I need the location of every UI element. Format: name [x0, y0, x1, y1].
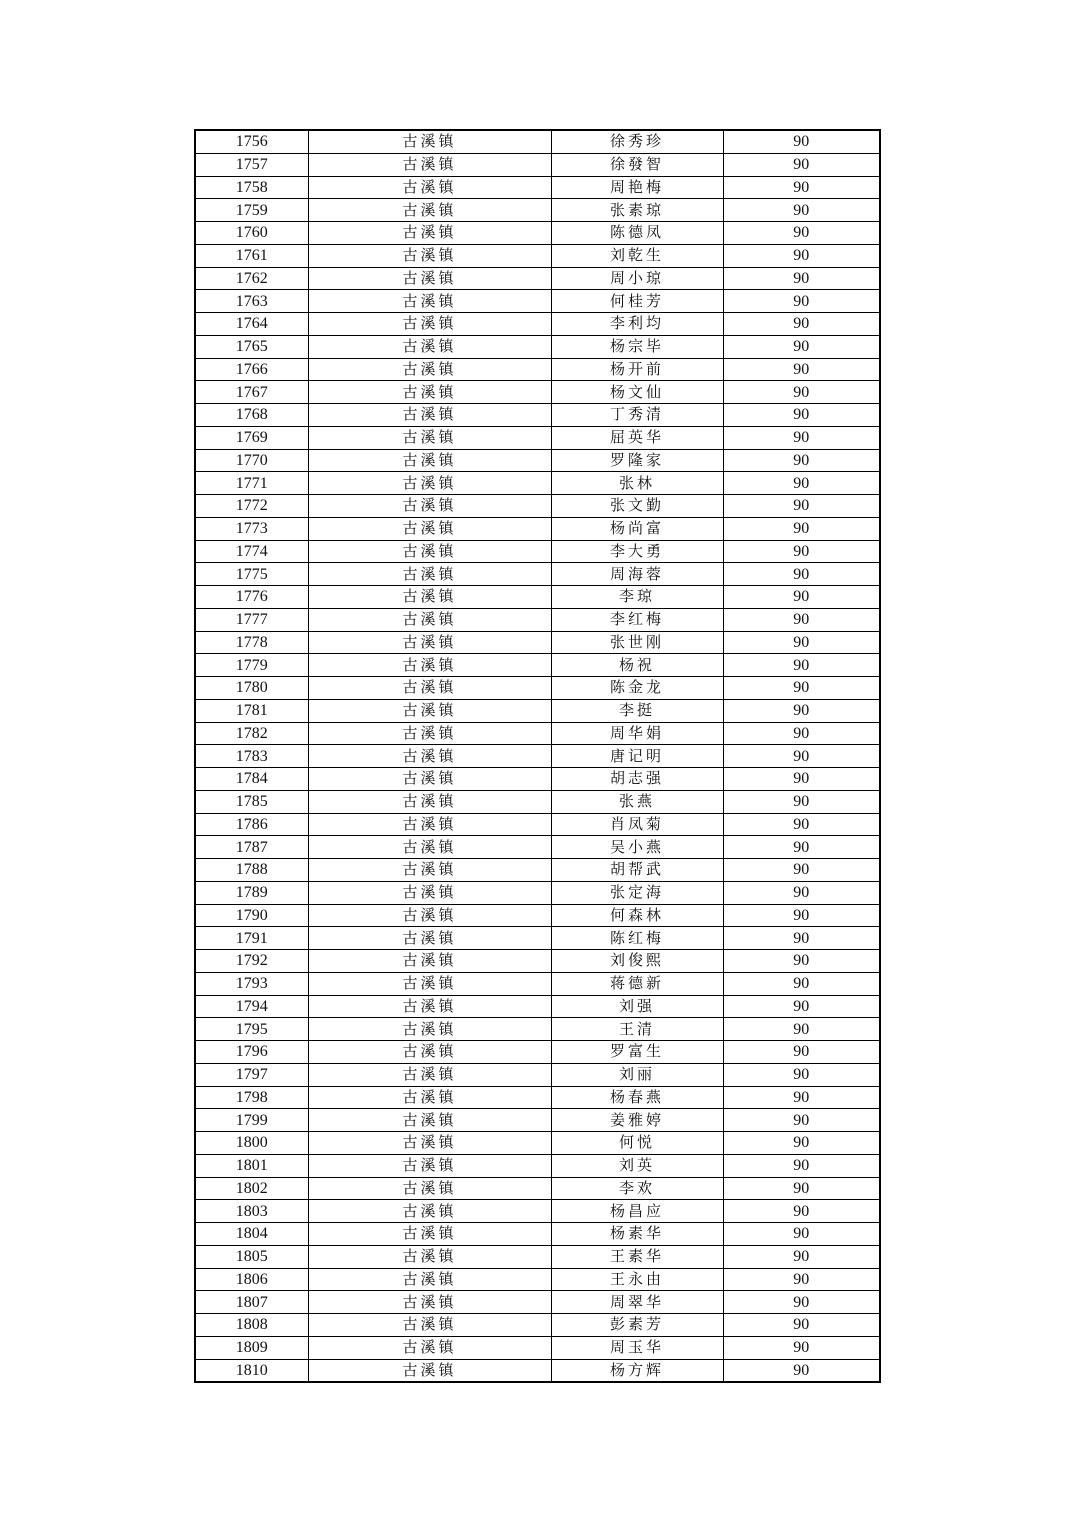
- table-row: [195, 199, 880, 222]
- row-number-cell: 1787: [195, 836, 308, 859]
- person-name-cell: 李利均: [551, 313, 723, 336]
- table-row: [195, 722, 880, 745]
- score-cell: 90: [723, 950, 880, 973]
- table-row: [195, 517, 880, 540]
- table-row: [195, 176, 880, 199]
- person-name-cell: 陈红梅: [551, 927, 723, 950]
- score-cell: 90: [723, 1041, 880, 1064]
- table-row: [195, 677, 880, 700]
- table-row: [195, 790, 880, 813]
- table-row: [195, 222, 880, 245]
- table-row: [195, 1063, 880, 1086]
- table-row: [195, 449, 880, 472]
- table-row: [195, 290, 880, 313]
- person-name-cell: 周海蓉: [551, 563, 723, 586]
- person-name-cell: 王素华: [551, 1245, 723, 1268]
- row-number-cell: 1791: [195, 927, 308, 950]
- table-row: [195, 1223, 880, 1246]
- row-number-cell: 1786: [195, 813, 308, 836]
- row-number-cell: 1781: [195, 699, 308, 722]
- person-name-cell: 李欢: [551, 1177, 723, 1200]
- person-name-cell: 李大勇: [551, 540, 723, 563]
- row-number-cell: 1770: [195, 449, 308, 472]
- score-cell: 90: [723, 1314, 880, 1337]
- person-name-cell: 何桂芳: [551, 290, 723, 313]
- table-row: [195, 813, 880, 836]
- person-name-cell: 李琼: [551, 586, 723, 609]
- table-row: [195, 745, 880, 768]
- score-cell: 90: [723, 381, 880, 404]
- table-row: [195, 404, 880, 427]
- person-name-cell: 丁秀清: [551, 404, 723, 427]
- score-cell: 90: [723, 517, 880, 540]
- town-cell: 古溪镇: [308, 768, 551, 791]
- score-cell: 90: [723, 1109, 880, 1132]
- row-number-cell: 1794: [195, 995, 308, 1018]
- table-row: [195, 358, 880, 381]
- row-number-cell: 1776: [195, 586, 308, 609]
- table-row: [195, 972, 880, 995]
- town-cell: 古溪镇: [308, 790, 551, 813]
- table-row: [195, 1314, 880, 1337]
- person-name-cell: 屈英华: [551, 426, 723, 449]
- score-cell: 90: [723, 881, 880, 904]
- row-number-cell: 1756: [195, 130, 308, 153]
- table-row: [195, 472, 880, 495]
- table-row: [195, 1291, 880, 1314]
- town-cell: 古溪镇: [308, 881, 551, 904]
- table-row: [195, 381, 880, 404]
- town-cell: 古溪镇: [308, 836, 551, 859]
- score-cell: 90: [723, 313, 880, 336]
- table-row: [195, 1154, 880, 1177]
- roster-table: [194, 129, 881, 1383]
- table-row: [195, 153, 880, 176]
- row-number-cell: 1795: [195, 1018, 308, 1041]
- person-name-cell: 肖凤菊: [551, 813, 723, 836]
- row-number-cell: 1780: [195, 677, 308, 700]
- person-name-cell: 吴小燕: [551, 836, 723, 859]
- town-cell: 古溪镇: [308, 1063, 551, 1086]
- score-cell: 90: [723, 267, 880, 290]
- town-cell: 古溪镇: [308, 290, 551, 313]
- town-cell: 古溪镇: [308, 199, 551, 222]
- person-name-cell: 杨昌应: [551, 1200, 723, 1223]
- table-row: [195, 335, 880, 358]
- table-row: [195, 313, 880, 336]
- row-number-cell: 1804: [195, 1223, 308, 1246]
- table-row: [195, 904, 880, 927]
- row-number-cell: 1761: [195, 244, 308, 267]
- row-number-cell: 1764: [195, 313, 308, 336]
- table-row: [195, 563, 880, 586]
- person-name-cell: 杨方辉: [551, 1359, 723, 1382]
- score-cell: 90: [723, 222, 880, 245]
- town-cell: 古溪镇: [308, 426, 551, 449]
- town-cell: 古溪镇: [308, 608, 551, 631]
- person-name-cell: 杨尚富: [551, 517, 723, 540]
- table-row: [195, 699, 880, 722]
- town-cell: 古溪镇: [308, 1223, 551, 1246]
- town-cell: 古溪镇: [308, 950, 551, 973]
- table-row: [195, 768, 880, 791]
- town-cell: 古溪镇: [308, 222, 551, 245]
- row-number-cell: 1806: [195, 1268, 308, 1291]
- person-name-cell: 陈德凤: [551, 222, 723, 245]
- score-cell: 90: [723, 335, 880, 358]
- table-row: [195, 859, 880, 882]
- town-cell: 古溪镇: [308, 1154, 551, 1177]
- table-row: [195, 1086, 880, 1109]
- person-name-cell: 张文勤: [551, 495, 723, 518]
- person-name-cell: 周小琼: [551, 267, 723, 290]
- town-cell: 古溪镇: [308, 153, 551, 176]
- score-cell: 90: [723, 768, 880, 791]
- score-cell: 90: [723, 790, 880, 813]
- town-cell: 古溪镇: [308, 722, 551, 745]
- person-name-cell: 周玉华: [551, 1336, 723, 1359]
- row-number-cell: 1783: [195, 745, 308, 768]
- row-number-cell: 1768: [195, 404, 308, 427]
- town-cell: 古溪镇: [308, 358, 551, 381]
- row-number-cell: 1808: [195, 1314, 308, 1337]
- score-cell: 90: [723, 449, 880, 472]
- score-cell: 90: [723, 1018, 880, 1041]
- score-cell: 90: [723, 472, 880, 495]
- person-name-cell: 张燕: [551, 790, 723, 813]
- town-cell: 古溪镇: [308, 472, 551, 495]
- row-number-cell: 1784: [195, 768, 308, 791]
- score-cell: 90: [723, 608, 880, 631]
- row-number-cell: 1767: [195, 381, 308, 404]
- person-name-cell: 刘俊熙: [551, 950, 723, 973]
- row-number-cell: 1782: [195, 722, 308, 745]
- table-row: [195, 540, 880, 563]
- table-row: [195, 1200, 880, 1223]
- score-cell: 90: [723, 859, 880, 882]
- person-name-cell: 李红梅: [551, 608, 723, 631]
- person-name-cell: 徐秀珍: [551, 130, 723, 153]
- table-row: [195, 586, 880, 609]
- table-row: [195, 1132, 880, 1155]
- score-cell: 90: [723, 1223, 880, 1246]
- person-name-cell: 周翠华: [551, 1291, 723, 1314]
- score-cell: 90: [723, 404, 880, 427]
- row-number-cell: 1788: [195, 859, 308, 882]
- row-number-cell: 1809: [195, 1336, 308, 1359]
- row-number-cell: 1778: [195, 631, 308, 654]
- person-name-cell: 罗富生: [551, 1041, 723, 1064]
- town-cell: 古溪镇: [308, 244, 551, 267]
- score-cell: 90: [723, 927, 880, 950]
- town-cell: 古溪镇: [308, 677, 551, 700]
- table-row: [195, 1109, 880, 1132]
- person-name-cell: 王清: [551, 1018, 723, 1041]
- table-row: [195, 1336, 880, 1359]
- score-cell: 90: [723, 244, 880, 267]
- row-number-cell: 1798: [195, 1086, 308, 1109]
- town-cell: 古溪镇: [308, 1314, 551, 1337]
- score-cell: 90: [723, 1132, 880, 1155]
- row-number-cell: 1774: [195, 540, 308, 563]
- table-row: [195, 836, 880, 859]
- table-row: [195, 267, 880, 290]
- town-cell: 古溪镇: [308, 1268, 551, 1291]
- town-cell: 古溪镇: [308, 586, 551, 609]
- score-cell: 90: [723, 1336, 880, 1359]
- table-row: [195, 654, 880, 677]
- row-number-cell: 1757: [195, 153, 308, 176]
- town-cell: 古溪镇: [308, 517, 551, 540]
- table-row: [195, 426, 880, 449]
- table-row: [195, 608, 880, 631]
- person-name-cell: 刘强: [551, 995, 723, 1018]
- person-name-cell: 唐记明: [551, 745, 723, 768]
- score-cell: 90: [723, 1063, 880, 1086]
- table-row: [195, 950, 880, 973]
- person-name-cell: 彭素芳: [551, 1314, 723, 1337]
- score-cell: 90: [723, 813, 880, 836]
- score-cell: 90: [723, 563, 880, 586]
- table-row: [195, 1177, 880, 1200]
- town-cell: 古溪镇: [308, 313, 551, 336]
- score-cell: 90: [723, 1245, 880, 1268]
- person-name-cell: 周艳梅: [551, 176, 723, 199]
- score-cell: 90: [723, 176, 880, 199]
- town-cell: 古溪镇: [308, 813, 551, 836]
- row-number-cell: 1793: [195, 972, 308, 995]
- row-number-cell: 1779: [195, 654, 308, 677]
- table-row: [195, 1018, 880, 1041]
- person-name-cell: 李挺: [551, 699, 723, 722]
- row-number-cell: 1785: [195, 790, 308, 813]
- score-cell: 90: [723, 904, 880, 927]
- row-number-cell: 1805: [195, 1245, 308, 1268]
- town-cell: 古溪镇: [308, 1018, 551, 1041]
- town-cell: 古溪镇: [308, 449, 551, 472]
- town-cell: 古溪镇: [308, 1359, 551, 1382]
- row-number-cell: 1792: [195, 950, 308, 973]
- row-number-cell: 1777: [195, 608, 308, 631]
- score-cell: 90: [723, 1359, 880, 1382]
- score-cell: 90: [723, 586, 880, 609]
- town-cell: 古溪镇: [308, 1177, 551, 1200]
- person-name-cell: 张素琼: [551, 199, 723, 222]
- table-row: [195, 130, 880, 153]
- town-cell: 古溪镇: [308, 927, 551, 950]
- town-cell: 古溪镇: [308, 176, 551, 199]
- row-number-cell: 1762: [195, 267, 308, 290]
- person-name-cell: 杨宗毕: [551, 335, 723, 358]
- row-number-cell: 1801: [195, 1154, 308, 1177]
- row-number-cell: 1773: [195, 517, 308, 540]
- score-cell: 90: [723, 1154, 880, 1177]
- row-number-cell: 1807: [195, 1291, 308, 1314]
- person-name-cell: 周华娟: [551, 722, 723, 745]
- score-cell: 90: [723, 699, 880, 722]
- person-name-cell: 胡帮武: [551, 859, 723, 882]
- table-row: [195, 927, 880, 950]
- town-cell: 古溪镇: [308, 972, 551, 995]
- score-cell: 90: [723, 677, 880, 700]
- score-cell: 90: [723, 745, 880, 768]
- score-cell: 90: [723, 722, 880, 745]
- row-number-cell: 1759: [195, 199, 308, 222]
- table-row: [195, 1359, 880, 1382]
- table-row: [195, 881, 880, 904]
- table-row: [195, 1268, 880, 1291]
- town-cell: 古溪镇: [308, 335, 551, 358]
- score-cell: 90: [723, 995, 880, 1018]
- town-cell: 古溪镇: [308, 540, 551, 563]
- roster-table-body: [195, 130, 880, 1382]
- score-cell: 90: [723, 1086, 880, 1109]
- town-cell: 古溪镇: [308, 654, 551, 677]
- table-row: [195, 244, 880, 267]
- score-cell: 90: [723, 540, 880, 563]
- town-cell: 古溪镇: [308, 904, 551, 927]
- table-row: [195, 1041, 880, 1064]
- score-cell: 90: [723, 290, 880, 313]
- row-number-cell: 1796: [195, 1041, 308, 1064]
- town-cell: 古溪镇: [308, 381, 551, 404]
- row-number-cell: 1763: [195, 290, 308, 313]
- town-cell: 古溪镇: [308, 563, 551, 586]
- person-name-cell: 张林: [551, 472, 723, 495]
- score-cell: 90: [723, 495, 880, 518]
- person-name-cell: 陈金龙: [551, 677, 723, 700]
- town-cell: 古溪镇: [308, 267, 551, 290]
- score-cell: 90: [723, 836, 880, 859]
- person-name-cell: 何悦: [551, 1132, 723, 1155]
- row-number-cell: 1765: [195, 335, 308, 358]
- row-number-cell: 1766: [195, 358, 308, 381]
- table-row: [195, 995, 880, 1018]
- town-cell: 古溪镇: [308, 130, 551, 153]
- person-name-cell: 张世刚: [551, 631, 723, 654]
- town-cell: 古溪镇: [308, 1086, 551, 1109]
- town-cell: 古溪镇: [308, 995, 551, 1018]
- town-cell: 古溪镇: [308, 745, 551, 768]
- town-cell: 古溪镇: [308, 859, 551, 882]
- score-cell: 90: [723, 199, 880, 222]
- person-name-cell: 杨开前: [551, 358, 723, 381]
- town-cell: 古溪镇: [308, 1109, 551, 1132]
- row-number-cell: 1760: [195, 222, 308, 245]
- row-number-cell: 1799: [195, 1109, 308, 1132]
- town-cell: 古溪镇: [308, 404, 551, 427]
- person-name-cell: 罗隆家: [551, 449, 723, 472]
- row-number-cell: 1758: [195, 176, 308, 199]
- person-name-cell: 张定海: [551, 881, 723, 904]
- town-cell: 古溪镇: [308, 1291, 551, 1314]
- score-cell: 90: [723, 631, 880, 654]
- person-name-cell: 王永由: [551, 1268, 723, 1291]
- person-name-cell: 杨春燕: [551, 1086, 723, 1109]
- person-name-cell: 刘英: [551, 1154, 723, 1177]
- town-cell: 古溪镇: [308, 1132, 551, 1155]
- row-number-cell: 1769: [195, 426, 308, 449]
- table-row: [195, 1245, 880, 1268]
- person-name-cell: 刘丽: [551, 1063, 723, 1086]
- person-name-cell: 蒋德新: [551, 972, 723, 995]
- person-name-cell: 杨素华: [551, 1223, 723, 1246]
- table-row: [195, 495, 880, 518]
- person-name-cell: 刘乾生: [551, 244, 723, 267]
- town-cell: 古溪镇: [308, 1200, 551, 1223]
- score-cell: 90: [723, 358, 880, 381]
- row-number-cell: 1803: [195, 1200, 308, 1223]
- person-name-cell: 杨祝: [551, 654, 723, 677]
- town-cell: 古溪镇: [308, 1041, 551, 1064]
- row-number-cell: 1772: [195, 495, 308, 518]
- score-cell: 90: [723, 1268, 880, 1291]
- score-cell: 90: [723, 130, 880, 153]
- row-number-cell: 1771: [195, 472, 308, 495]
- row-number-cell: 1797: [195, 1063, 308, 1086]
- person-name-cell: 胡志强: [551, 768, 723, 791]
- town-cell: 古溪镇: [308, 1336, 551, 1359]
- row-number-cell: 1789: [195, 881, 308, 904]
- town-cell: 古溪镇: [308, 631, 551, 654]
- person-name-cell: 杨文仙: [551, 381, 723, 404]
- row-number-cell: 1790: [195, 904, 308, 927]
- town-cell: 古溪镇: [308, 699, 551, 722]
- score-cell: 90: [723, 654, 880, 677]
- row-number-cell: 1802: [195, 1177, 308, 1200]
- person-name-cell: 姜雅婷: [551, 1109, 723, 1132]
- row-number-cell: 1800: [195, 1132, 308, 1155]
- score-cell: 90: [723, 153, 880, 176]
- town-cell: 古溪镇: [308, 495, 551, 518]
- score-cell: 90: [723, 1177, 880, 1200]
- score-cell: 90: [723, 1200, 880, 1223]
- score-cell: 90: [723, 972, 880, 995]
- score-cell: 90: [723, 1291, 880, 1314]
- score-cell: 90: [723, 426, 880, 449]
- table-row: [195, 631, 880, 654]
- person-name-cell: 徐發智: [551, 153, 723, 176]
- row-number-cell: 1775: [195, 563, 308, 586]
- person-name-cell: 何森林: [551, 904, 723, 927]
- town-cell: 古溪镇: [308, 1245, 551, 1268]
- row-number-cell: 1810: [195, 1359, 308, 1382]
